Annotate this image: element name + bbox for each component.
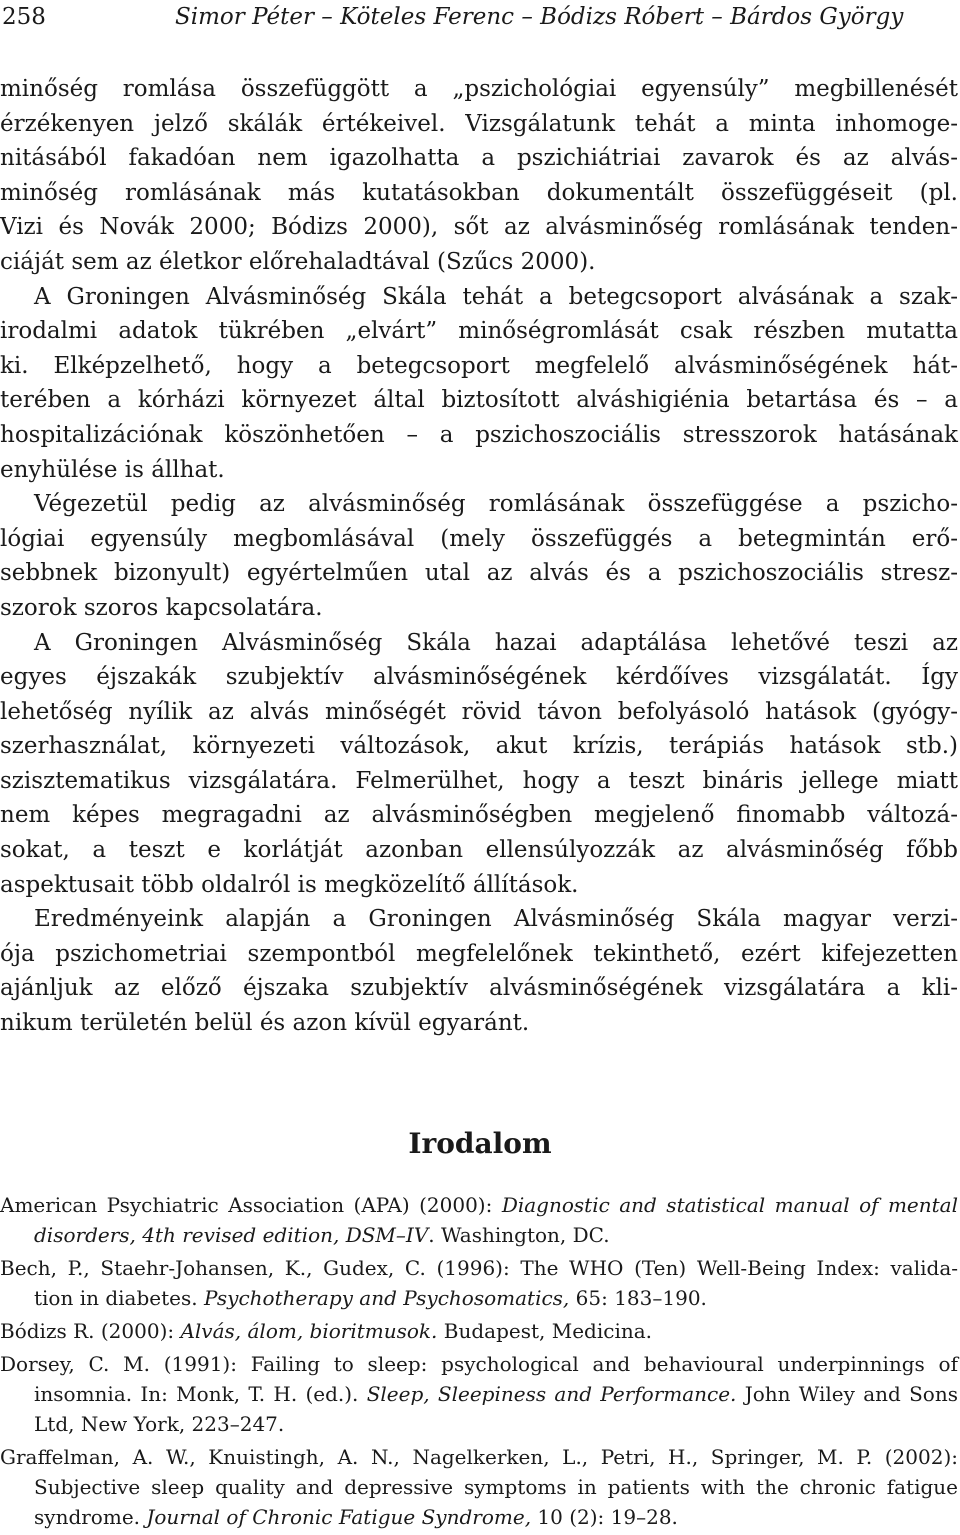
body-text-line: minőség romlása összefüggött a „pszichológiai egyensúly” megbillenését [0,76,958,102]
running-head [0,2,960,32]
body-text [0,72,958,1041]
reference-text: Subjective sleep quality and depressive symptoms in patients with the chronic fatigue [34,1475,958,1499]
body-text-line: szorok szoros kapcsolatára. [0,594,323,621]
reference-line [0,1502,958,1532]
body-text-line: ajánljuk az előző éjszaka szubjektív alvásminőségének vizsgálatára a kli- [0,975,958,1002]
body-text-line: hospitalizációnak köszönhetően – a pszichoszociális stresszorok hatásának [0,421,958,448]
reference-text: Dorsey, C. M. (1991): Failing to sleep: psychological and behavioural underpinnings of [0,1352,958,1376]
reference-text: 10 (2): 19–28. [531,1505,678,1529]
body-text-line: lógiai egyensúly megbomlásával (mely összefüggés a betegmintán erő- [0,525,958,552]
reference-line [0,1349,958,1379]
reference-text: 65: 183–190. [569,1286,707,1310]
reference-italic-text: Psychotherapy and Psychosomatics, [203,1286,570,1310]
reference-text: insomnia. In: Monk, T. H. (ed.). [34,1382,367,1406]
reference-text: Graffelman, A. W., Knuistingh, A. N., Nagelkerken, L., Petri, H., Springer, M. P. (2002): [0,1445,958,1469]
body-text-line: A Groningen Alvásminőség Skála hazai adaptálása lehetővé teszi az [34,629,958,656]
reference-italic-text: disorders, 4th revised edition, DSM–IV [34,1223,429,1247]
reference-text: American Psychiatric Association (APA) (2000): [0,1193,502,1217]
reference-text: John Wiley and Sons [736,1382,958,1406]
page-number: 258 [2,4,46,30]
reference-text: Budapest, Medicina. [437,1319,653,1343]
body-text-line: terében a kórházi környezet által biztosított alváshigiénia betartása és – a [0,387,958,414]
body-text-line: sokat, a teszt e korlátját azonban ellensúlyozzák az alvásminőség főbb [0,837,958,864]
body-text-line: minőség romlásának más kutatásokban dokumentált összefüggéseit (pl. [0,179,958,206]
body-text-line: lehetőség nyílik az alvás minőségét rövid távon befolyásoló hatások (gyógy- [0,698,958,725]
body-text-line: Végezetül pedig az alvásminőség romlásának összefüggése a pszicho- [34,491,958,518]
reference-line [0,1442,958,1472]
reference-line [0,1409,958,1439]
body-text-line: sebbnek bizonyult) egyértelműen utal az alvás és a pszichoszociális stresz- [0,560,958,587]
references-heading: Irodalom [408,1127,552,1160]
reference-entry [0,1316,958,1346]
body-text-line: A Groningen Alvásminőség Skála tehát a betegcsoport alvásának a szak- [34,283,958,310]
reference-text: . Washington, DC. [428,1223,610,1247]
body-text-line: szisztematikus vizsgálatára. Felmerülhet, hogy a teszt bináris jellege miatt [0,767,958,794]
reference-line [0,1379,958,1409]
body-text-line: nem képes megragadni az alvásminőségben megjelenő finomabb változá- [0,802,958,829]
body-text-line: nikum területén belül és azon kívül egyaránt. [0,1010,530,1037]
reference-line [0,1190,958,1220]
body-text-line: szerhasználat, környezeti változások, akut krízis, terápiás hatások stb.) [0,733,958,760]
body-text-line: egyes éjszakák szubjektív alvásminőségének kérdőíves vizsgálatát. Így [0,664,958,691]
reference-text: Ltd, New York, 223–247. [34,1412,285,1436]
body-text-line: Eredményeink alapján a Groningen Alvásminőség Skála magyar verzi- [34,906,958,933]
reference-entry [0,1442,958,1532]
reference-entry [0,1253,958,1313]
running-head-authors: Simor Péter – Köteles Ferenc – Bódizs Róbert – Bárdos György [175,4,904,30]
body-text-line: enyhülése is állhat. [0,456,225,483]
reference-italic-text: Journal of Chronic Fatigue Syndrome, [146,1505,532,1529]
body-text-line: ója pszichometriai szempontból megfelelőnek tekinthető, ezért kifejezetten [0,940,958,967]
body-text-line: ki. Elképzelhető, hogy a betegcsoport megfelelő alvásminőségének hát- [0,352,958,379]
reference-line [0,1253,958,1283]
reference-line [0,1283,958,1313]
reference-text: syndrome. [34,1505,147,1529]
reference-italic-text: Diagnostic and statistical manual of mental [501,1193,959,1217]
body-text-line: érzékenyen jelző skálák értékeivel. Vizsgálatunk tehát a minta inhomoge- [0,110,958,137]
reference-italic-text: Sleep, Sleepiness and Performance. [366,1382,737,1406]
reference-text: tion in diabetes. [34,1286,204,1310]
reference-line [0,1220,958,1250]
body-text-line: Vizi és Novák 2000; Bódizs 2000), sőt az alvásminőség romlásának tenden- [0,214,958,241]
body-text-line: aspektusait több oldalról is megközelítő állítások. [0,871,579,898]
body-text-line: irodalmi adatok tükrében „elvárt” minőségromlását csak részben mutatta [0,318,958,345]
reference-entry [0,1349,958,1439]
reference-italic-text: Alvás, álom, bioritmusok. [180,1319,438,1343]
reference-line [0,1316,958,1346]
body-text-line: ciáját sem az életkor előrehaladtával (Szűcs 2000). [0,248,596,275]
body-text-line: nitásából fakadóan nem igazolhatta a pszichiátriai zavarok és az alvás- [0,145,958,172]
reference-line [0,1472,958,1502]
reference-text: Bech, P., Staehr-Johansen, K., Gudex, C. (1996): The WHO (Ten) Well-Being Index: valida- [0,1256,958,1280]
reference-entry [0,1190,958,1250]
references-list [0,1190,958,1535]
reference-text: Bódizs R. (2000): [0,1319,181,1343]
